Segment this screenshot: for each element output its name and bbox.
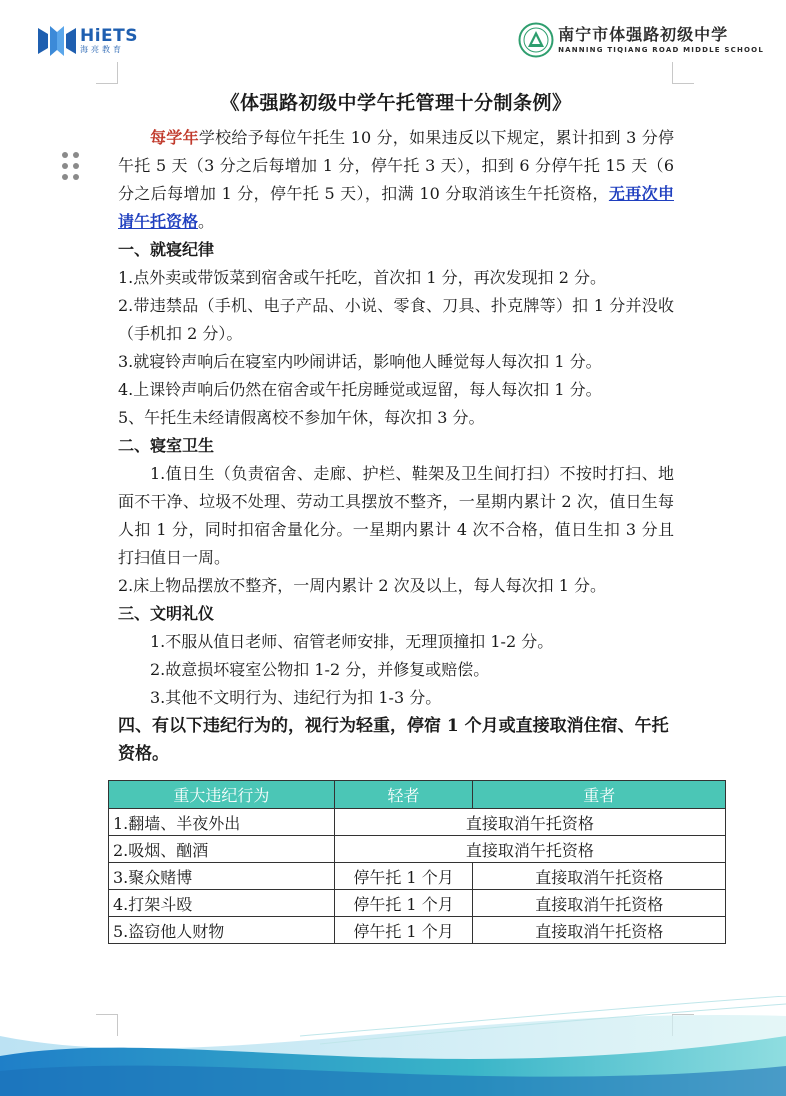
section-heading: 四、有以下违纪行为的，视行为轻重，停宿 1 个月或直接取消住宿、午托资格。 <box>118 716 669 764</box>
section-heading: 一、就寝纪律 <box>118 240 215 259</box>
rule-item: 3.其他不文明行为、违纪行为扣 1-3 分。 <box>150 688 442 707</box>
rule-item: 4.上课铃声响后仍然在宿舍或午托房睡觉或逗留，每人每次扣 1 分。 <box>118 380 602 399</box>
light-penalty-cell: 停午托 1 个月 <box>334 890 473 917</box>
heavy-penalty-cell: 直接取消午托资格 <box>473 890 726 917</box>
rule-item: 2.带违禁品（手机、电子产品、小说、零食、刀具、扑克牌等）扣 1 分并没收（手机扣 2 分）。 <box>118 296 674 343</box>
column-header-heavy: 重者 <box>473 781 726 809</box>
brand-name: HiETS <box>80 26 139 46</box>
rule-item: 3.就寝铃声响后在寝室内吵闹讲话，影响他人睡觉每人每次扣 1 分。 <box>118 352 602 371</box>
section-heading: 三、文明礼仪 <box>118 604 215 623</box>
behavior-cell: 4.打架斗殴 <box>109 890 335 917</box>
rule-item: 1.值日生（负责宿舍、走廊、护栏、鞋架及卫生间打扫）不按时打扫、地面不干净、垃圾不处理、劳动工具摆放不整齐，一星期内累计 2 次，值日生每人扣 1 分，同时扣宿舍量化分。一星期内累计 4 次不合格，值日生扣 3 分且打扫值日一周。 <box>118 464 674 567</box>
table-header-row <box>109 781 726 809</box>
intro-link[interactable]: 无再次申请午托资格 <box>118 184 674 231</box>
table-row <box>109 809 726 836</box>
penalty-cell: 直接取消午托资格 <box>334 809 725 836</box>
document-body <box>118 88 674 768</box>
school-seal-icon <box>518 22 554 58</box>
crop-mark-top-right <box>672 62 694 84</box>
behavior-cell: 3.聚众赌博 <box>109 863 335 890</box>
heavy-penalty-cell: 直接取消午托资格 <box>473 863 726 890</box>
table-row <box>109 863 726 890</box>
intro-text-end: 。 <box>198 212 215 231</box>
rule-item: 1.点外卖或带饭菜到宿舍或午托吃，首次扣 1 分，再次发现扣 2 分。 <box>118 268 606 287</box>
column-header-light: 轻者 <box>334 781 473 809</box>
light-penalty-cell: 停午托 1 个月 <box>334 917 473 944</box>
crop-mark-top-left <box>96 62 118 84</box>
school-logo <box>518 22 764 58</box>
behavior-cell: 1.翻墙、半夜外出 <box>109 809 335 836</box>
rule-item: 1.不服从值日老师、宿管老师安排，无理顶撞扣 1-2 分。 <box>150 632 554 651</box>
brand-subtitle: 海亮教育 <box>80 45 124 54</box>
behavior-cell: 2.吸烟、酗酒 <box>109 836 335 863</box>
drag-handle-icon[interactable] <box>62 152 82 182</box>
school-english-name: NANNING TIQIANG ROAD MIDDLE SCHOOL <box>558 46 764 54</box>
school-name: 南宁市体强路初级中学 <box>558 25 729 44</box>
table-row <box>109 890 726 917</box>
intro-text: 学校给予每位午托生 10 分，如果违反以下规定，累计扣到 3 分停午托 5 天（3 分之后每增加 1 分，停午托 3 天），扣到 6 分停午托 15 天（6 分之后每增加 1 分，停午托 5 天），扣满 10 分取消该生午托资格， <box>118 128 674 203</box>
hiets-mark-icon <box>38 24 76 58</box>
rule-item: 5、午托生未经请假离校不参加午休，每次扣 3 分。 <box>118 408 485 427</box>
rule-item: 2.故意损坏寝室公物扣 1-2 分，并修复或赔偿。 <box>150 660 490 679</box>
intro-highlight: 每学年 <box>150 128 199 147</box>
table-row <box>109 836 726 863</box>
penalty-cell: 直接取消午托资格 <box>334 836 725 863</box>
violation-table <box>108 780 726 944</box>
hiets-logo <box>38 24 138 58</box>
rule-item: 2.床上物品摆放不整齐，一周内累计 2 次及以上，每人每次扣 1 分。 <box>118 576 606 595</box>
document-title: 《体强路初级中学午托管理十分制条例》 <box>220 92 572 114</box>
heavy-penalty-cell: 直接取消午托资格 <box>473 917 726 944</box>
decorative-wave-icon <box>0 996 786 1096</box>
section-heading: 二、寝室卫生 <box>118 436 215 455</box>
column-header-behavior: 重大违纪行为 <box>109 781 335 809</box>
behavior-cell: 5.盗窃他人财物 <box>109 917 335 944</box>
light-penalty-cell: 停午托 1 个月 <box>334 863 473 890</box>
table-row <box>109 917 726 944</box>
intro-paragraph <box>118 124 674 236</box>
